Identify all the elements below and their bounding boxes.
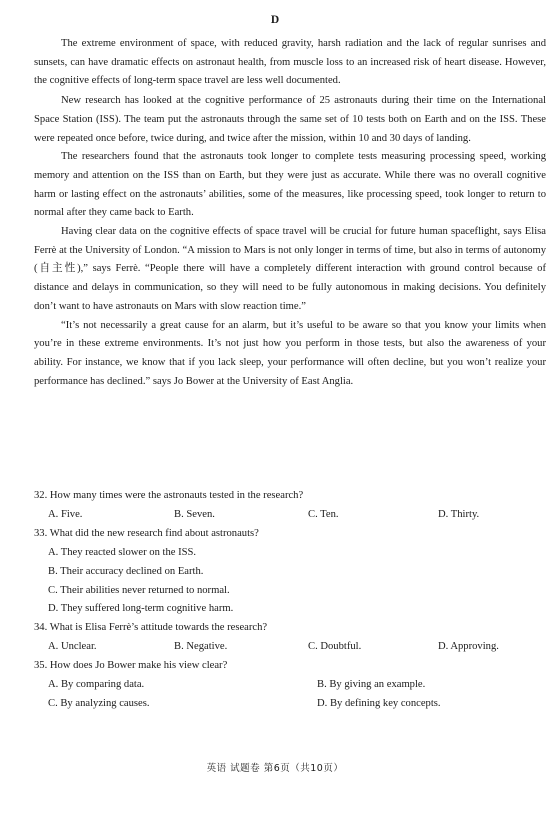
question-32-option-b: B. Seven. (174, 508, 215, 520)
question-34-option-b: B. Negative. (174, 641, 228, 653)
question-34-option-c: C. Doubtful. (308, 641, 362, 653)
question-34-stem: 34. What is Elisa Ferrè’s attitude towards the research? (34, 622, 268, 634)
question-34-option-a: A. Unclear. (48, 641, 97, 653)
question-35-stem: 35. How does Jo Bower make his view clear? (34, 660, 228, 672)
passage-paragraph-1: The extreme environment of space, with reduced gravity, harsh radiation and the lack of regular sunrises and sunsets, can have dramatic effects on astronaut health, from muscle loss to an increased risk of heart disease. However, the cognitive effects of long-term space travel are less well documented. (34, 38, 546, 87)
question-35-options-row-2 (34, 695, 546, 714)
question-32-option-a: A. Five. (48, 508, 83, 520)
passage-paragraph-5: “It’s not necessarily a great cause for an alarm, but it’s useful to be aware so that you know your limits when you’re in these extreme environments. It’s not just how you perform in those tests, but also the awareness of your ability. For instance, we know that if you lack sleep, your performance will often decline, but you won’t realize your performance has declined.” says Jo Bower at the University of East Anglia. (34, 319, 546, 387)
question-34-option-d: D. Approving. (438, 641, 499, 653)
passage-paragraph-4: Having clear data on the cognitive effects of space travel will be crucial for future human spaceflight, says Elisa Ferrè at the University of London. “A mission to Mars is not only longer in terms of time, but also in terms of autonomy (自主性),” says Ferrè. “People there will have a completely different interaction with ground control because of distance and delays in communication, so they will need to be fully autonomous in making decisions. You definitely don’t want to have astronauts on Mars with slow reaction time.” (34, 226, 546, 312)
question-35-option-a: A. By comparing data. (48, 679, 145, 691)
section-heading: D (270, 14, 280, 26)
question-32-stem: 32. How many times were the astronauts tested in the research? (34, 490, 304, 501)
reading-passage (34, 35, 546, 391)
question-33-stem: 33. What did the new research find about astronauts? (34, 527, 259, 539)
question-33-option-a: A. They reacted slower on the ISS. (48, 546, 197, 558)
question-33-option-d: D. They suffered long-term cognitive harm. (48, 603, 234, 615)
question-32-option-d: D. Thirty. (438, 508, 480, 520)
question-33-option-c: C. Their abilities never returned to normal. (48, 584, 230, 596)
question-32-option-c: C. Ten. (308, 508, 339, 520)
question-34-options (34, 638, 546, 657)
question-35-option-b: B. By giving an example. (317, 679, 426, 691)
question-33-option-b: B. Their accuracy declined on Earth. (48, 565, 204, 577)
page-footer: 英语 试题卷 第6页（共10页） (206, 763, 344, 774)
question-35-options-row-1 (34, 676, 546, 695)
question-35-option-c: C. By analyzing causes. (48, 697, 150, 709)
question-35-option-d: D. By defining key concepts. (317, 697, 441, 709)
question-list (34, 487, 546, 714)
passage-paragraph-2: New research has looked at the cognitive performance of 25 astronauts during their time on the International Space Station (ISS). The team put the astronauts through the same set of 10 tests both on Earth and on the ISS. These were repeated once before, twice during, and twice after the mission, within 10 and 30 days of landing. (34, 95, 546, 144)
question-32-options (34, 506, 546, 525)
passage-paragraph-3: The researchers found that the astronauts took longer to complete tests measuring processing speed, working memory and attention on the ISS than on Earth, but they were just as accurate. While there was no overall cognitive harm or lasting effect on the astronauts’ abilities, some of the measures, like processing speed, took longer to return to normal after they came back to Earth. (34, 151, 546, 219)
